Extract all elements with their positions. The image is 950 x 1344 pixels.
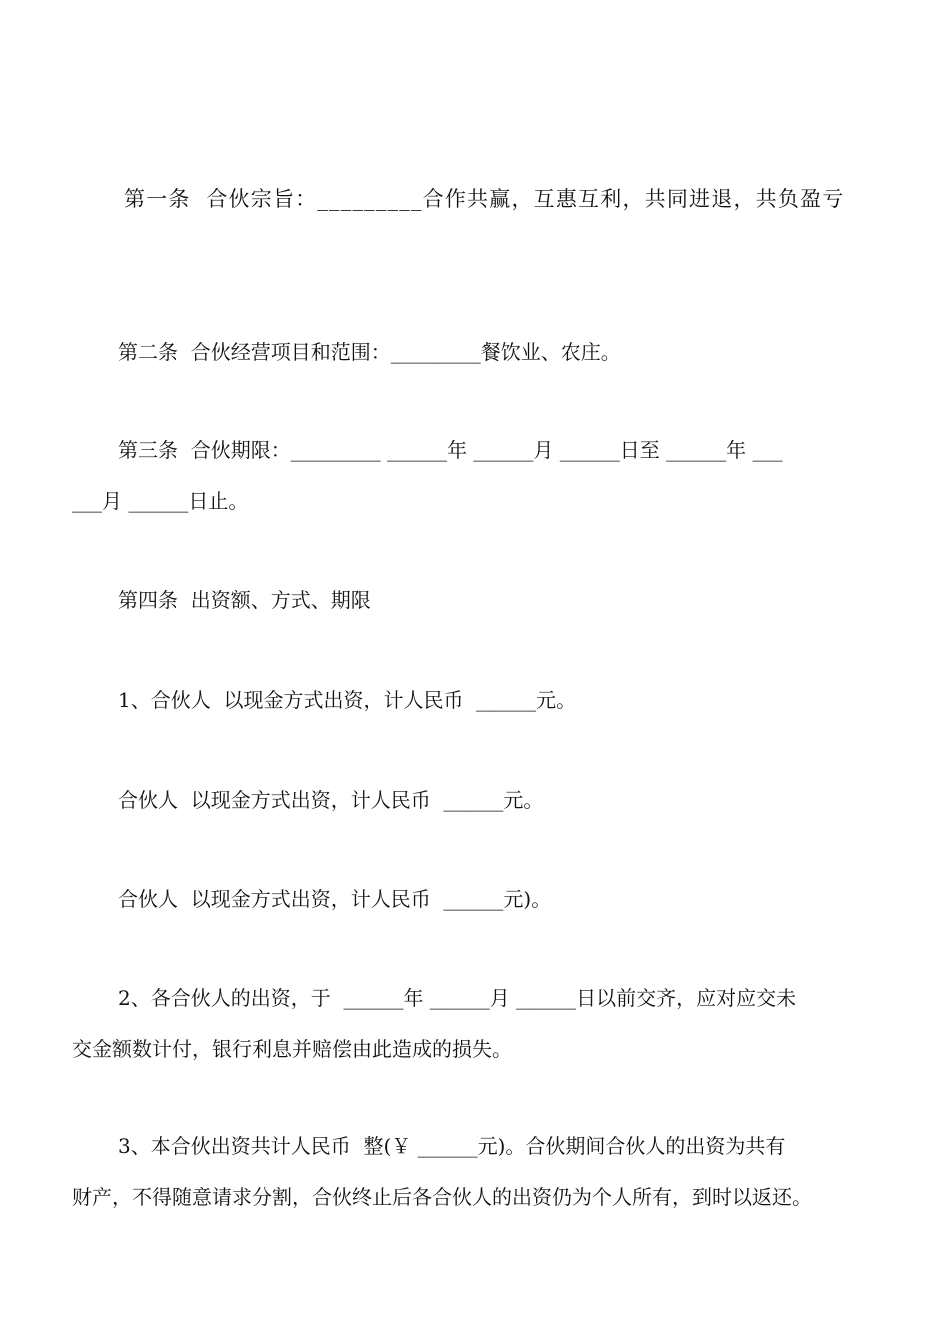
article-4-heading: 第四条 出资额、方式、期限 [118, 588, 371, 612]
article-2-business-scope: 第二条 合伙经营项目和范围：_________餐饮业、农庄。 [118, 340, 621, 364]
article-3-term-line-2: ___月 ______日止。 [72, 489, 249, 513]
total-capital-line-2: 财产，不得随意请求分割，合伙终止后各合伙人的出资仍为个人所有，到时以返还。 [72, 1185, 812, 1209]
contribution-item-2: 合伙人 以现金方式出资，计人民币 ______元。 [118, 788, 544, 812]
article-1-purpose: 第一条 合伙宗旨：_________合作共赢，互惠互利，共同进退，共负盈亏 [124, 187, 845, 211]
payment-deadline-line-2: 交金额数计付，银行利息并赔偿由此造成的损失。 [72, 1037, 512, 1061]
contribution-item-3: 合伙人 以现金方式出资，计人民币 ______元)。 [118, 887, 552, 911]
article-3-term-line-1: 第三条 合伙期限：_________ ______年 ______月 ______日至 ______年 ___ [118, 438, 783, 462]
contribution-item-1: 1、合伙人 以现金方式出资，计人民币 ______元。 [118, 688, 577, 712]
payment-deadline-line-1: 2、各合伙人的出资，于 ______年 ______月 ______日以前交齐，应对应交未 [118, 986, 797, 1010]
total-capital-line-1: 3、本合伙出资共计人民币 整(￥ ______元)。合伙期间合伙人的出资为共有 [118, 1134, 786, 1158]
